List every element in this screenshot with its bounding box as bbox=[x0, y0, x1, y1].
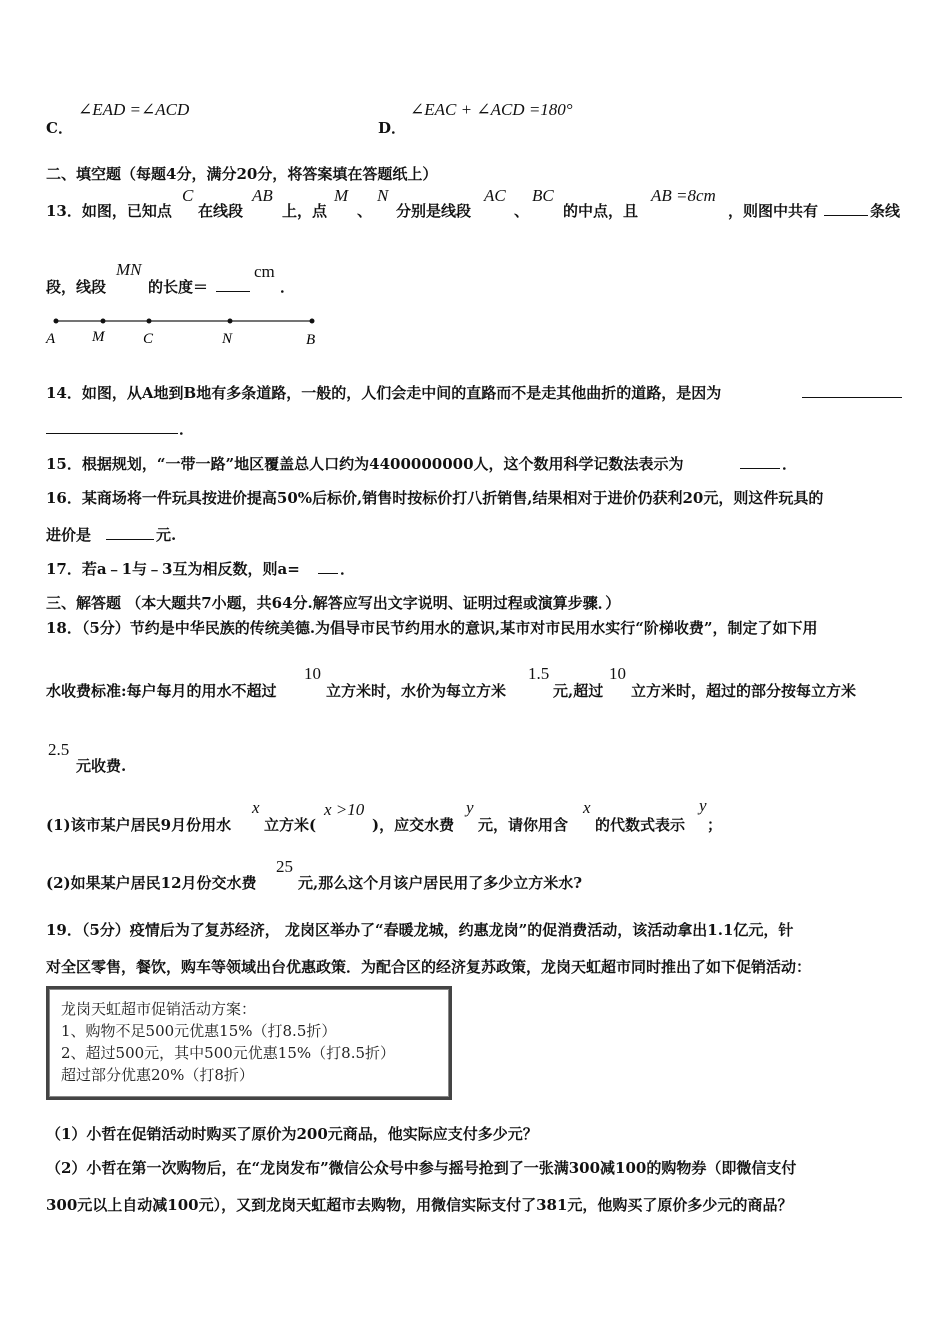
q13-segment-ab: AB bbox=[252, 186, 273, 205]
q13-text-6: 、 bbox=[514, 202, 530, 220]
q13-text-10: 段，线段 bbox=[46, 278, 107, 296]
q16-line-2b: 元. bbox=[156, 526, 177, 544]
q18-part1-e: 的代数式表示 bbox=[595, 816, 686, 834]
option-c-formula: ∠EAD =∠ACD bbox=[78, 100, 190, 119]
q13-unit: cm bbox=[254, 262, 275, 281]
q14-answer-blank-2[interactable] bbox=[46, 419, 178, 434]
q18-part1-a: (1)该市某户居民9月份用水 bbox=[46, 816, 232, 834]
point-n-dot bbox=[228, 319, 233, 324]
promo-rule-2-continued: 超过部分优惠20%（打8折） bbox=[61, 1066, 254, 1084]
q15-answer-blank[interactable] bbox=[740, 454, 780, 469]
q13-text-3: 上，点 bbox=[282, 202, 328, 220]
q18-line-1: 18．（5分）节约是中华民族的传统美德.为倡导市民节约用水的意识,某市对市民用水实行“阶梯收费”，制定了如下用 bbox=[46, 619, 818, 637]
label-a: A bbox=[46, 331, 56, 347]
q15-text: 15．根据规划，“一带一路”地区覆盖总人口约为4400000000人，这个数用科学记数法表示为 bbox=[46, 455, 684, 473]
q13-answer-blank-1[interactable] bbox=[824, 201, 868, 216]
q18-fee-25: 25 bbox=[276, 857, 293, 876]
q18-part1-d: 元，请你用含 bbox=[478, 816, 569, 834]
q18-part1-b: 立方米( bbox=[264, 816, 317, 834]
q19-line-1: 19．（5分）疫情后为了复苏经济， 龙岗区举办了“春暖龙城，约惠龙岗”的促消费活动，该活动拿出1.1亿元，针 bbox=[46, 921, 794, 939]
q18-part2-b: 元,那么这个月该户居民用了多少立方米水? bbox=[298, 874, 583, 892]
q13-text-1: 13．如图，已知点 bbox=[46, 202, 172, 220]
q18-price-1-5: 1.5 bbox=[528, 664, 550, 683]
q19-part2-line-2: 300元以上自动减100元），又到龙岗天虹超市去购物，用微信实际支付了381元，他购买了原价多少元的商品？ bbox=[46, 1196, 793, 1214]
q13-text-12: ． bbox=[280, 278, 296, 296]
point-b-dot bbox=[310, 319, 315, 324]
q13-text-9: 条线 bbox=[870, 202, 901, 220]
q18-var-x: x bbox=[252, 798, 260, 817]
section-fill-heading: 二、填空题（每题4分，满分20分，将答案填在答题纸上） bbox=[46, 165, 438, 183]
q18-part1-f: ； bbox=[707, 816, 723, 834]
q19-part2-line-1: （2）小哲在第一次购物后，在“龙岗发布”微信公众号中参与摇号抢到了一张满300减100的购物券（即微信支付 bbox=[46, 1159, 797, 1177]
point-a-dot bbox=[54, 319, 59, 324]
q18-line-3: 元收费. bbox=[76, 757, 127, 775]
q14-answer-blank-1[interactable] bbox=[802, 383, 902, 398]
q18-part2-a: (2)如果某户居民12月份交水费 bbox=[46, 874, 257, 892]
q18-line-2a: 水收费标准:每户每月的用水不超过 bbox=[46, 682, 277, 700]
q13-answer-blank-2[interactable] bbox=[216, 277, 250, 292]
promo-title: 龙岗天虹超市促销活动方案： bbox=[61, 1000, 257, 1018]
q16-answer-blank[interactable] bbox=[106, 525, 154, 540]
q17-answer-blank[interactable] bbox=[318, 559, 338, 574]
q13-point-n: N bbox=[377, 186, 389, 205]
q13-segment-ac: AC bbox=[484, 186, 506, 205]
q13-text-5: 分别是线段 bbox=[396, 202, 472, 220]
q13-text-4: 、 bbox=[357, 202, 373, 220]
q18-line-2c: 元,超过 bbox=[553, 682, 604, 700]
label-n: N bbox=[222, 331, 233, 347]
q13-segment-mn: MN bbox=[116, 260, 142, 279]
option-c-label: C． bbox=[46, 119, 73, 137]
q18-var-y2: y bbox=[699, 796, 707, 815]
q18-line-2b: 立方米时，水价为每立方米 bbox=[326, 682, 507, 700]
q13-text-2: 在线段 bbox=[198, 202, 244, 220]
point-m-dot bbox=[101, 319, 106, 324]
option-d-formula: ∠EAC + ∠ACD =180° bbox=[410, 100, 573, 119]
promo-plan-box bbox=[46, 986, 452, 1100]
point-c-dot bbox=[147, 319, 152, 324]
q18-condition: x >10 bbox=[324, 800, 365, 819]
q14-end: ． bbox=[179, 420, 195, 438]
q18-var-x2: x bbox=[583, 798, 591, 817]
q16-line-1: 16．某商场将一件玩具按进价提高50%后标价,销售时按标价打八折销售,结果相对于进价仍获利20元，则这件玩具的 bbox=[46, 489, 824, 507]
q13-segment-figure bbox=[40, 310, 330, 350]
q18-limit-10: 10 bbox=[304, 664, 321, 683]
q17-text: 17．若a﹣1与﹣3互为相反数，则a= bbox=[46, 560, 300, 578]
q17-end: ． bbox=[340, 560, 356, 578]
promo-rule-2: 2、超过500元，其中500元优惠15%（打8.5折） bbox=[61, 1044, 396, 1062]
q14-text: 14．如图，从A地到B地有多条道路，一般的，人们会走中间的直路而不是走其他曲折的道路，是因为 bbox=[46, 384, 722, 402]
label-b: B bbox=[306, 332, 316, 348]
q15-end: ． bbox=[782, 455, 798, 473]
q13-point-c: C bbox=[182, 186, 194, 205]
label-c: C bbox=[143, 331, 154, 347]
q19-part1: （1）小哲在促销活动时购买了原价为200元商品，他实际应支付多少元？ bbox=[46, 1125, 538, 1143]
q18-var-y: y bbox=[466, 798, 474, 817]
q18-part1-c: )，应交水费 bbox=[372, 816, 455, 834]
q16-line-2a: 进价是 bbox=[46, 526, 92, 544]
q18-limit-10b: 10 bbox=[609, 664, 626, 683]
q19-line-2: 对全区零售，餐饮，购车等领域出台优惠政策．为配合区的经济复苏政策，龙岗天虹超市同时推出了如下促销活动： bbox=[46, 958, 812, 976]
option-d-label: D． bbox=[378, 119, 407, 137]
q18-price-2-5: 2.5 bbox=[48, 740, 70, 759]
q18-line-2d: 立方米时，超过的部分按每立方米 bbox=[631, 682, 857, 700]
section-answer-heading: 三、解答题 （本大题共7小题，共64分.解答应写出文字说明、证明过程或演算步骤．） bbox=[46, 594, 621, 612]
q13-ab-equation: AB =8cm bbox=[651, 186, 716, 205]
promo-rule-1: 1、购物不足500元优惠15%（打8.5折） bbox=[61, 1022, 337, 1040]
label-m: M bbox=[92, 329, 105, 345]
q13-point-m: M bbox=[334, 186, 349, 205]
q13-text-8: ，则图中共有 bbox=[728, 202, 819, 220]
q13-segment-bc: BC bbox=[532, 186, 554, 205]
q13-text-7: 的中点，且 bbox=[563, 202, 639, 220]
q13-text-11: 的长度＝ bbox=[148, 278, 209, 296]
